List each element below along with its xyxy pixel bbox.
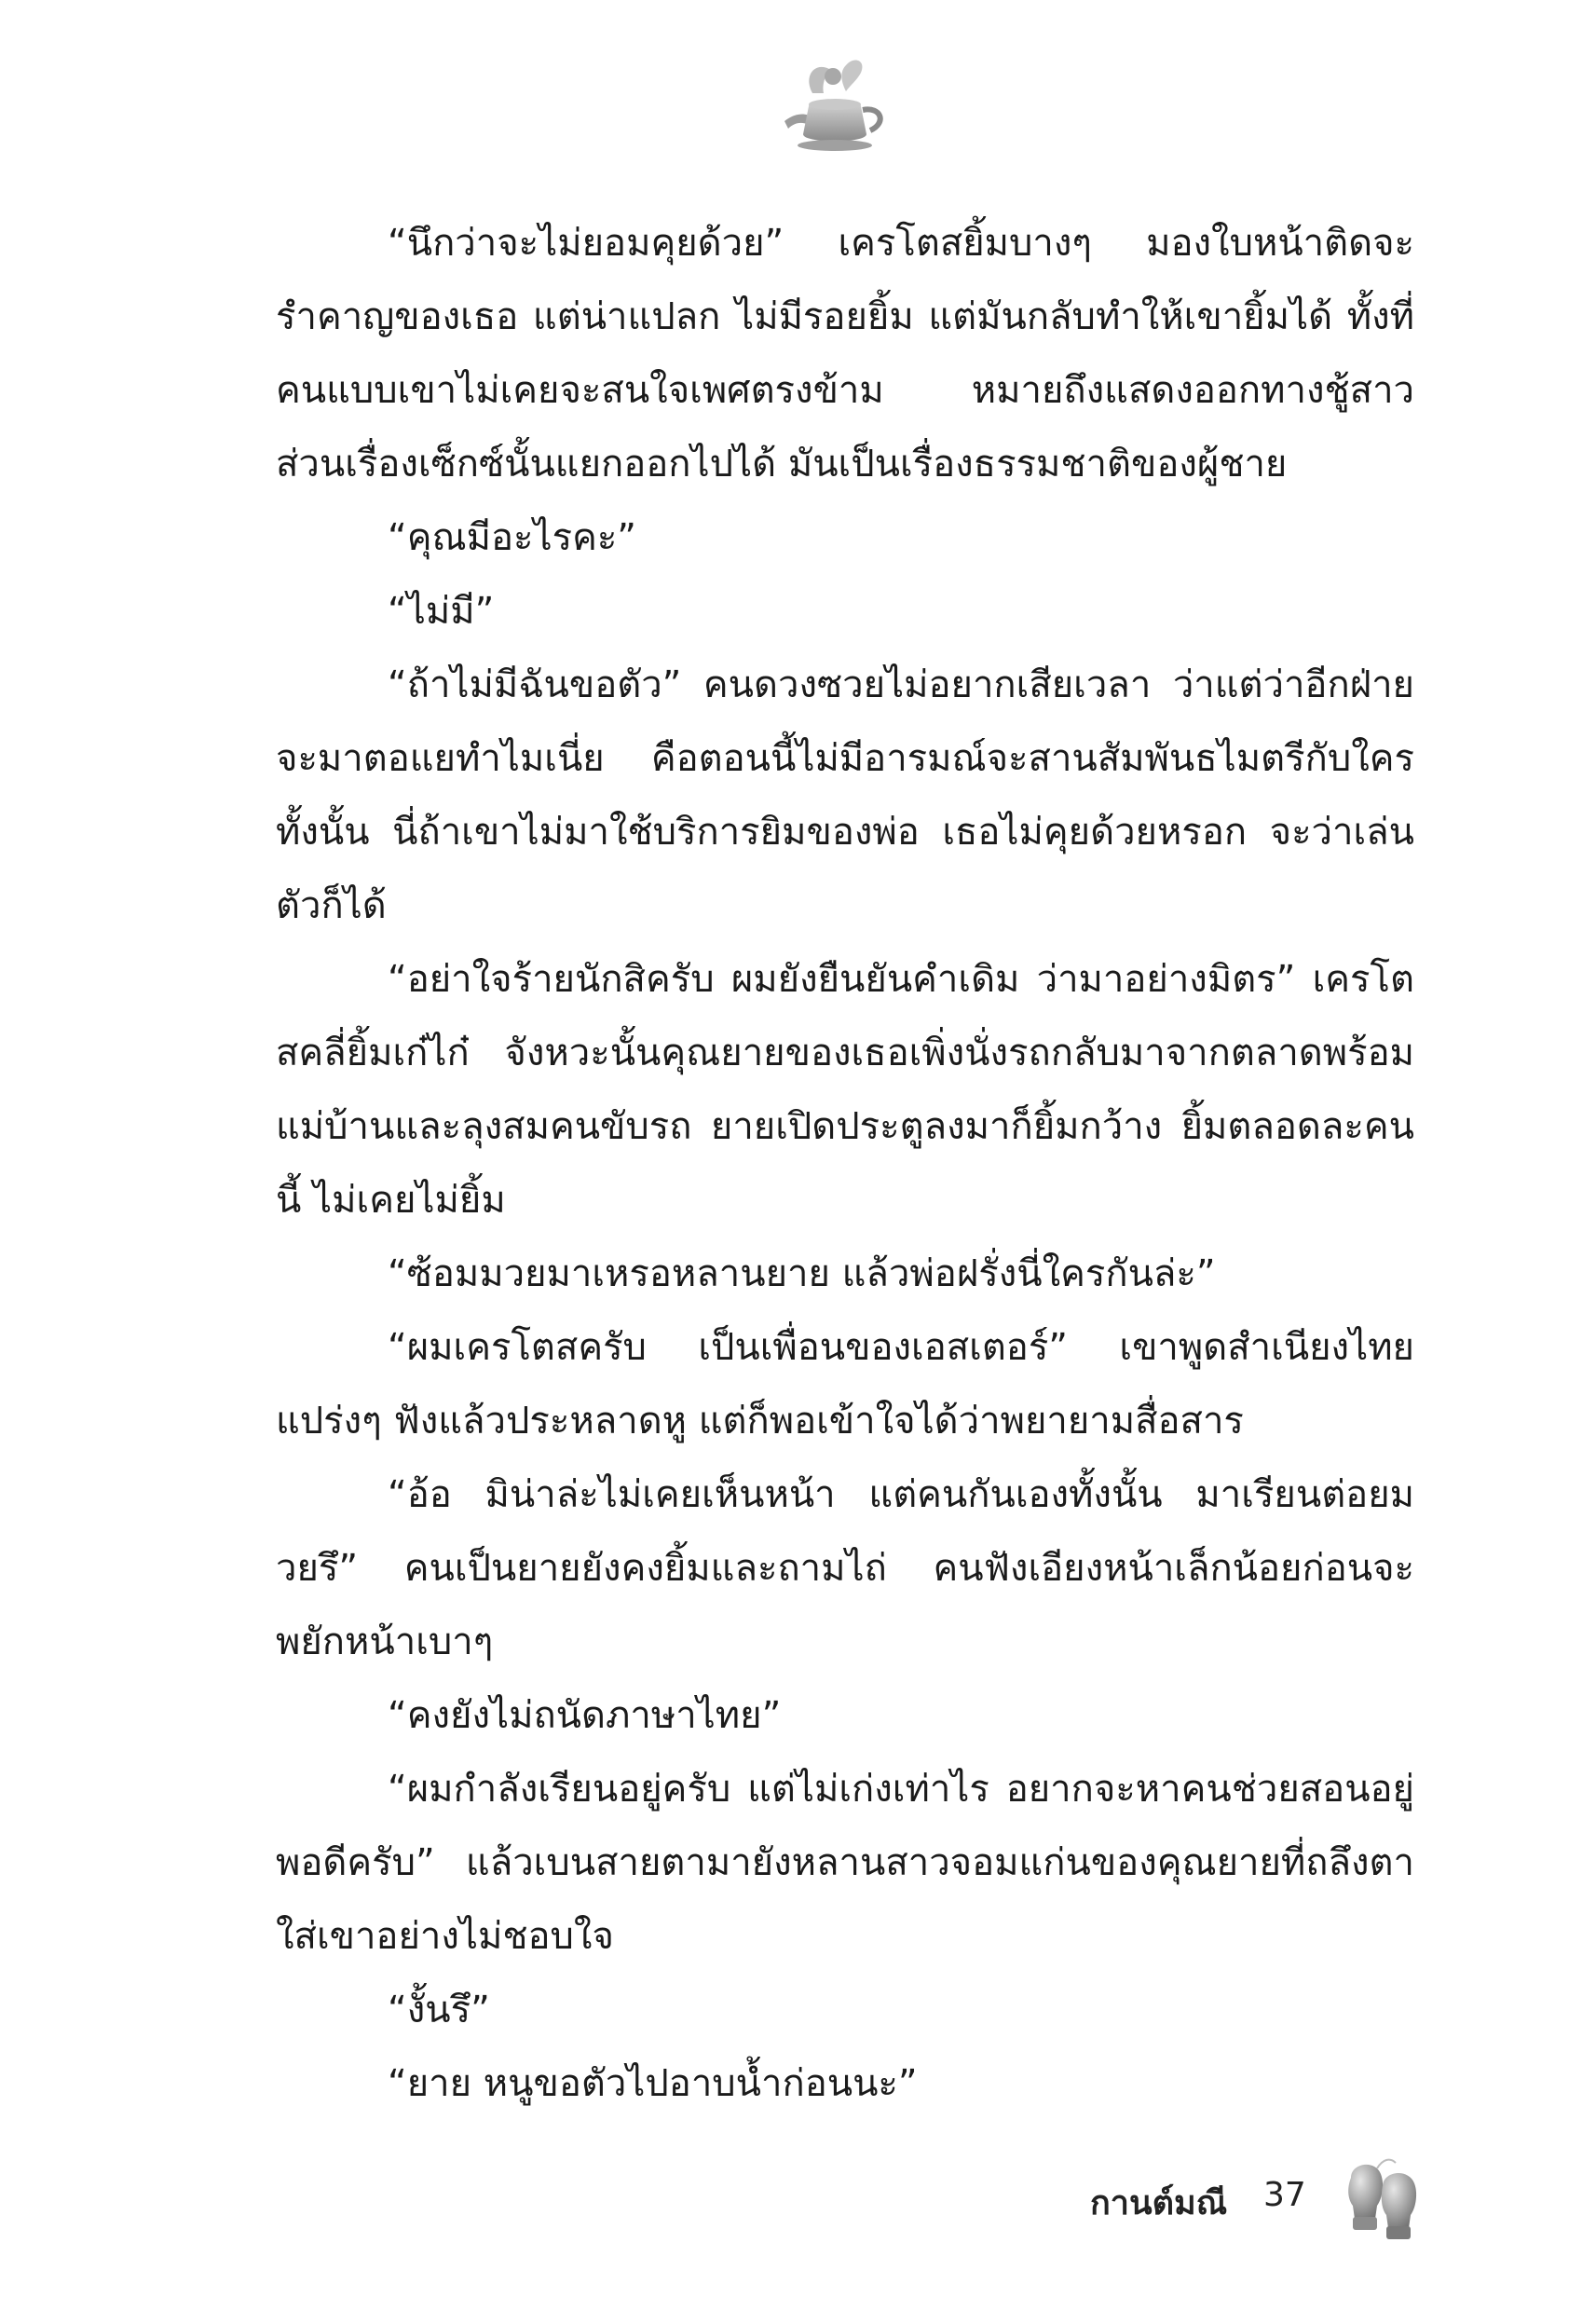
body-text — [276, 207, 1414, 2121]
paragraph: “ผมเครโตสครับ เป็นเพื่อนของเอสเตอร์” เขาพูดสำเนียงไทยแปร่งๆ ฟังแล้วประหลาดหู แต่ก็พอเข้าใจได้ว่าพยายามสื่อสาร — [276, 1326, 1414, 1443]
dialogue-line: “งั้นรึ” — [388, 1989, 490, 2031]
paragraph: “อ้อ มิน่าล่ะไม่เคยเห็นหน้า แต่คนกันเองทั้งนั้น มาเรียนต่อยมวยรึ” คนเป็นยายยังคงยิ้มและถามไถ่ คนฟังเอียงหน้าเล็กน้อยก่อนจะพยักหน้าเบาๆ — [276, 1473, 1414, 1663]
dialogue-line: “ซ้อมมวยมาเหรอหลานยาย แล้วพ่อฝรั่งนี่ใครกันล่ะ” — [388, 1252, 1216, 1295]
boxing-gloves-icon — [1334, 2150, 1427, 2243]
dialogue-line: “ยาย หนูขอตัวไปอาบน้ำก่อนนะ” — [388, 2062, 918, 2105]
paragraph: “นึกว่าจะไม่ยอมคุยด้วย” เครโตสยิ้มบางๆ มองใบหน้าติดจะรำคาญของเธอ แต่น่าแปลก ไม่มีรอยยิ้ม แต่มันกลับทำให้เขายิ้มได้ ทั้งที่คนแบบเขาไม่เคยจะสนใจเพศตรงข้าม หมายถึงแสดงออกทางชู้สาว ส่วนเรื่องเซ็กซ์นั้นแยกออกไปได้ มันเป็นเรื่องธรรมชาติของผู้ชาย — [276, 222, 1414, 485]
page-footer — [1090, 2148, 1444, 2250]
dialogue-line: “คงยังไม่ถนัดภาษาไทย” — [388, 1694, 782, 1737]
paragraph: “ผมกำลังเรียนอยู่ครับ แต่ไม่เก่งเท่าไร อยากจะหาคนช่วยสอนอยู่พอดีครับ” แล้วเบนสายตามายังหลานสาวจอมแก่นของคุณยายที่ถลึงตาใส่เขาอย่างไม่ชอบใจ — [276, 1768, 1414, 1958]
teapot-ornament-icon — [757, 48, 906, 160]
dialogue-line: “คุณมีอะไรคะ” — [388, 516, 637, 559]
paragraph: “อย่าใจร้ายนักสิครับ ผมยังยืนยันคำเดิม ว่ามาอย่างมิตร” เครโตสคลี่ยิ้มเก๋ไก๋ จังหวะนั้นคุณยายของเธอเพิ่งนั่งรถกลับมาจากตลาดพร้อมแม่บ้านและลุงสมคนขับรถ ยายเปิดประตูลงมาก็ยิ้มกว้าง ยิ้มตลอดละคนนี้ ไม่เคยไม่ยิ้ม — [276, 958, 1414, 1222]
page-number: 37 — [1263, 2176, 1306, 2214]
book-title: กานต์มณี — [1090, 2184, 1228, 2222]
dialogue-line: “ไม่มี” — [388, 590, 495, 633]
paragraph: “ถ้าไม่มีฉันขอตัว” คนดวงซวยไม่อยากเสียเวลา ว่าแต่ว่าอีกฝ่ายจะมาตอแยทำไมเนี่ย คือตอนนี้ไม่มีอารมณ์จะสานสัมพันธไมตรีกับใครทั้งนั้น นี่ถ้าเขาไม่มาใช้บริการยิมของพ่อ เธอไม่คุยด้วยหรอก จะว่าเล่นตัวก็ได้ — [276, 663, 1414, 927]
